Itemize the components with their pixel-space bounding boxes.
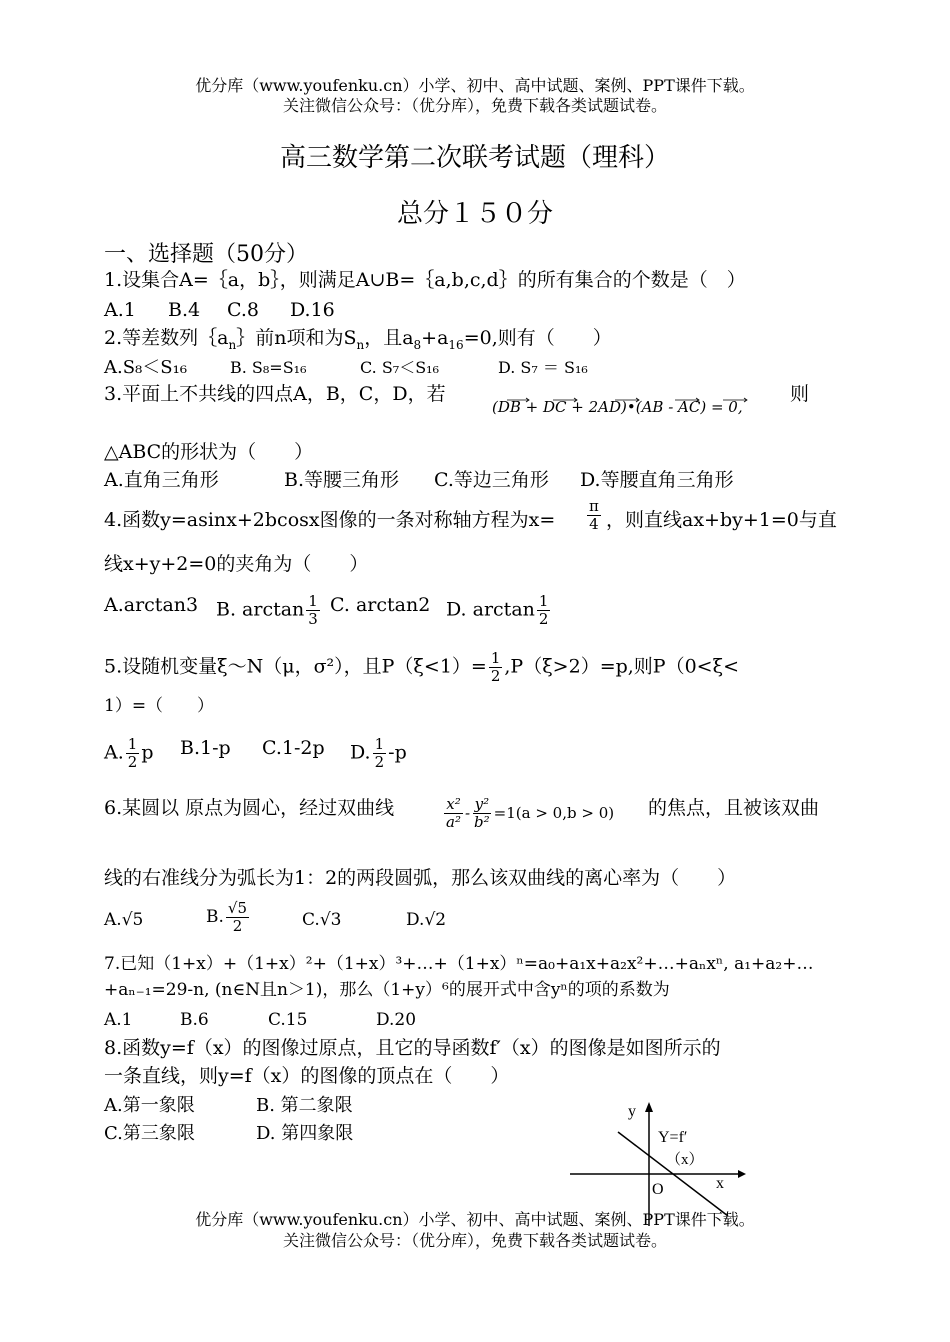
q8-option-a: A.第一象限 — [104, 1095, 195, 1116]
footer-line-2: 关注微信公众号：（优分库），免费下载各类试题试卷。 — [282, 1231, 667, 1250]
graph-origin-label: O — [652, 1181, 664, 1198]
question-2: 2.等差数列$\{a_n\}$前n项和为$S_n$，且$a_8+a_{16}=0$,则有（ ） — [104, 327, 612, 352]
vector-arrows — [503, 389, 791, 395]
q8-derivative-graph — [566, 1098, 756, 1228]
q1-option-a: A.1 — [104, 299, 136, 321]
question-8-line1: 8.函数y=f（x）的图像过原点，且它的导函数f′（x）的图像是如图所示的 — [104, 1037, 721, 1059]
section-heading: 一、选择题（50分） — [104, 242, 308, 267]
q6-hyperbola-equation: $\frac{\text{x²}}{\text{a²}}$ - $\frac{\text{y²}}{\text{b²}}$ =1(a > 0,b > 0) — [446, 795, 615, 831]
question-6: 6.某圆以 原点为圆心，经过双曲线 — [104, 797, 395, 819]
q6-option-a: A.√5 — [104, 910, 144, 930]
q6-option-d: D.√2 — [406, 910, 447, 930]
graph-function-label: Y=f′ — [658, 1129, 688, 1146]
q5-option-c: C.1-2p — [262, 737, 325, 759]
q2-option-c: C. S₇＜S₁₆ — [360, 358, 440, 377]
page-title: 高三数学第二次联考试题（理科） — [279, 143, 670, 173]
footer-line-1: 优分库（www.youfenku.cn）小学、初中、高中试题、案例、PPT课件下载。 — [195, 1210, 755, 1229]
q8-option-c: C.第三象限 — [104, 1123, 195, 1144]
question-5-line2: 1）=（ ） — [104, 696, 215, 716]
page-subtitle: 总分１５０分 — [396, 199, 553, 229]
q7-option-a: A.1 — [104, 1010, 133, 1030]
q3-option-b: B.等腰三角形 — [284, 469, 400, 491]
question-3: 3.平面上不共线的四点A，B，C，D，若 — [104, 383, 446, 405]
q3-option-a: A.直角三角形 — [104, 469, 219, 491]
vector-arrow-marks — [503, 396, 791, 404]
q6-option-c: C.√3 — [302, 910, 342, 930]
y-axis-arrow-icon — [645, 1102, 653, 1112]
x-axis-arrow-icon — [738, 1170, 746, 1178]
q4-option-d: D. arctan $\frac{1}{2}$ — [446, 592, 549, 628]
q2-option-d: D. S₇ ＝ S₁₆ — [498, 358, 588, 377]
q8-option-d: D. 第四象限 — [256, 1123, 354, 1144]
q3-vector-formula: (DB + DC + 2AD)•(AB - AC) = 0, — [492, 398, 743, 416]
question-7-line2: +aₙ₋₁=29-n, (n∈N且n＞1)，那么（1+y）⁶的展开式中含yⁿ的项的系数为 — [104, 980, 670, 1000]
q7-option-d: D.20 — [376, 1010, 417, 1030]
q5-option-d: D. $\frac{1}{2}$ -p — [350, 735, 407, 771]
q7-option-b: B.6 — [180, 1010, 209, 1030]
header-line-2: 关注微信公众号：（优分库），免费下载各类试题试卷。 — [282, 96, 667, 115]
question-5: 5.设随机变量ξ～N（μ，σ²），且P（ξ<1）= $\frac{1}{2}$ ,P（ξ>2）=p,则P（0<ξ< — [104, 649, 739, 685]
question-8-line2: 一条直线，则y=f（x）的图像的顶点在（ ） — [104, 1065, 510, 1087]
question-1: 1.设集合A=｛a，b｝，则满足A∪B=｛a,b,c,d｝的所有集合的个数是（ ） — [104, 269, 746, 291]
q5-option-a: A. $\frac{1}{2}$ p — [104, 735, 154, 771]
q7-option-c: C.15 — [268, 1010, 308, 1030]
question-4: 4.函数y=asinx+2bcosx图像的一条对称轴方程为x= — [104, 509, 556, 531]
q2-option-a: A.S₈＜S₁₆ — [104, 357, 188, 378]
q2-option-b: B. S₈=S₁₆ — [230, 358, 307, 377]
q3-option-d: D.等腰直角三角形 — [580, 469, 734, 491]
q1-option-b: B.4 — [168, 299, 201, 321]
graph-y-label: y — [628, 1103, 636, 1120]
graph-function-label-x: （x） — [666, 1152, 704, 1168]
q4-fraction-pi-4: $\frac{\pi}{4}$ — [589, 497, 599, 533]
q1-option-c: C.8 — [227, 299, 259, 321]
question-4-cont: ，则直线ax+by+1=0与直 — [606, 509, 837, 531]
question-4-line2: 线x+y+2=0的夹角为（ ） — [104, 553, 369, 575]
header-line-1: 优分库（www.youfenku.cn）小学、初中、高中试题、案例、PPT课件下载。 — [195, 76, 755, 95]
q6-option-b: B. $\frac{√5}{2}$ — [206, 899, 248, 935]
question-6-cont: 的焦点，且被该双曲 — [648, 797, 820, 819]
question-6-line2: 线的右准线分为弧长为1：2的两段圆弧，那么该双曲线的离心率为（ ） — [104, 867, 737, 889]
q3-option-c: C.等边三角形 — [434, 469, 549, 491]
q4-option-b: B. arctan $\frac{1}{3}$ — [216, 592, 318, 628]
question-3-then: 则 — [790, 383, 810, 405]
q1-option-d: D.16 — [290, 299, 335, 321]
q8-option-b: B. 第二象限 — [256, 1095, 353, 1116]
graph-x-label: x — [716, 1175, 724, 1192]
q4-option-c: C. arctan2 — [330, 594, 431, 616]
q5-option-b: B.1-p — [180, 737, 231, 759]
q4-option-a: A.arctan3 — [104, 594, 199, 616]
question-7-line1: 7.已知（1+x）+（1+x）²+（1+x）³+…+（1+x）ⁿ=a₀+a₁x+a₂x²+…+aₙxⁿ, a₁+a₂+… — [104, 954, 814, 974]
question-3-line2: △ABC的形状为（ ） — [104, 441, 314, 463]
